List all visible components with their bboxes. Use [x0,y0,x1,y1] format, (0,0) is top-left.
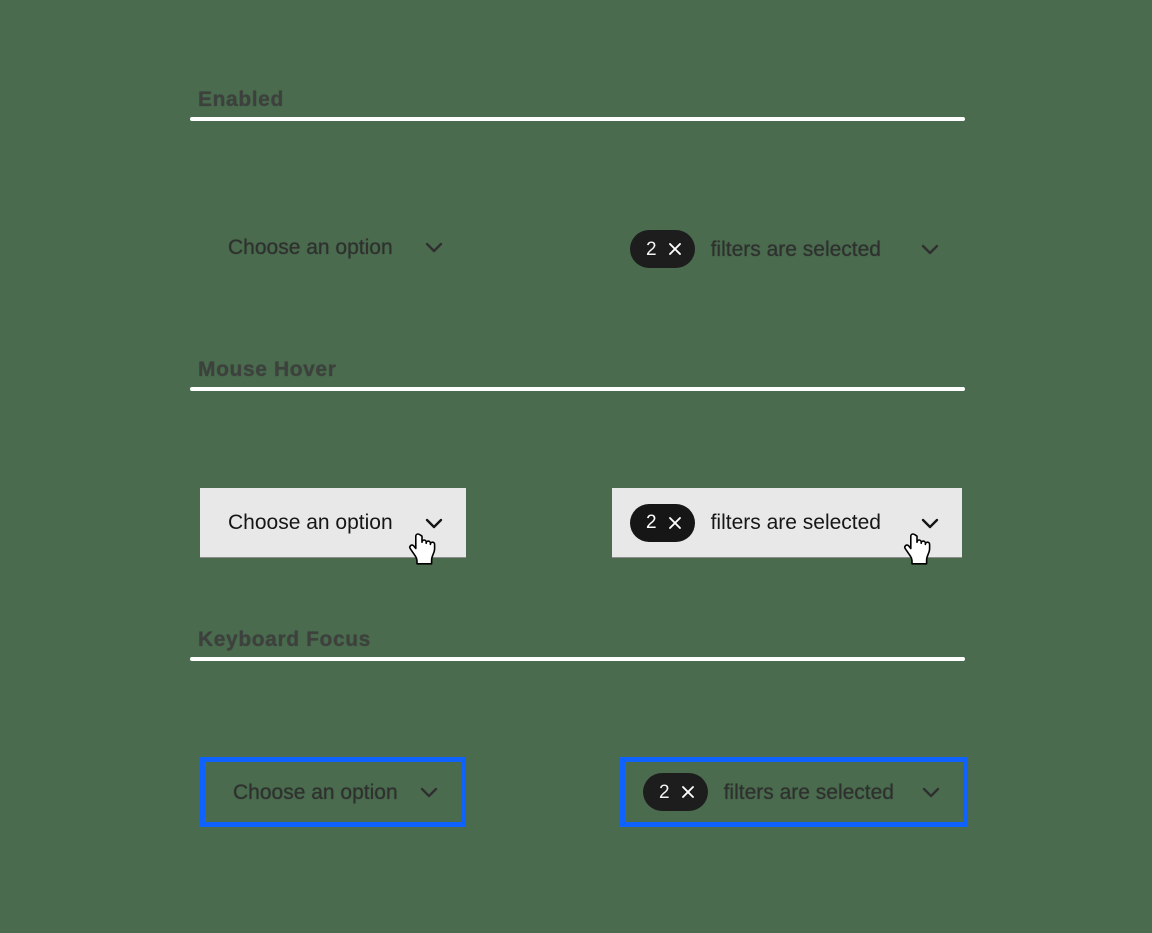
selection-count-pill-focus[interactable] [643,773,708,811]
section-divider-keyboard-focus [190,657,965,661]
dropdown-single-hover[interactable] [200,488,466,558]
chevron-down-icon[interactable] [420,509,448,537]
selection-count-enabled: 2 [646,238,657,260]
section-title-mouse-hover: Mouse Hover [198,358,337,381]
chevron-down-icon[interactable] [917,778,945,806]
dropdown-multi-enabled[interactable] [612,214,962,284]
close-icon[interactable] [678,782,698,802]
section-divider-mouse-hover [190,387,965,391]
close-icon[interactable] [665,239,685,259]
dropdown-single-focus-label: Choose an option [233,780,398,804]
selection-count-pill-hover[interactable] [630,504,695,542]
dropdown-multi-hover-label: filters are selected [710,511,881,534]
chevron-down-icon[interactable] [916,509,944,537]
chevron-down-icon[interactable] [420,233,448,261]
dropdown-single-enabled[interactable] [200,212,466,282]
dropdown-multi-focus[interactable] [620,757,968,827]
section-title-enabled: Enabled [198,88,284,111]
dropdown-multi-focus-label: filters are selected [723,780,894,804]
dropdown-single-focus[interactable] [200,757,466,827]
dropdown-multi-enabled-label: filters are selected [710,237,881,261]
chevron-down-icon[interactable] [916,235,944,263]
dropdown-single-hover-label: Choose an option [228,511,393,534]
dropdown-single-enabled-label: Choose an option [228,235,393,259]
section-divider-enabled [190,117,965,121]
selection-count-pill-enabled[interactable] [630,230,695,268]
section-enabled [190,88,965,121]
dropdown-multi-hover[interactable] [612,488,962,558]
close-icon[interactable] [665,513,685,533]
selection-count-hover: 2 [646,512,657,533]
section-mouse-hover [190,358,965,391]
selection-count-focus: 2 [659,781,670,803]
chevron-down-icon[interactable] [415,778,443,806]
section-title-keyboard-focus: Keyboard Focus [198,628,371,651]
section-keyboard-focus [190,628,965,661]
